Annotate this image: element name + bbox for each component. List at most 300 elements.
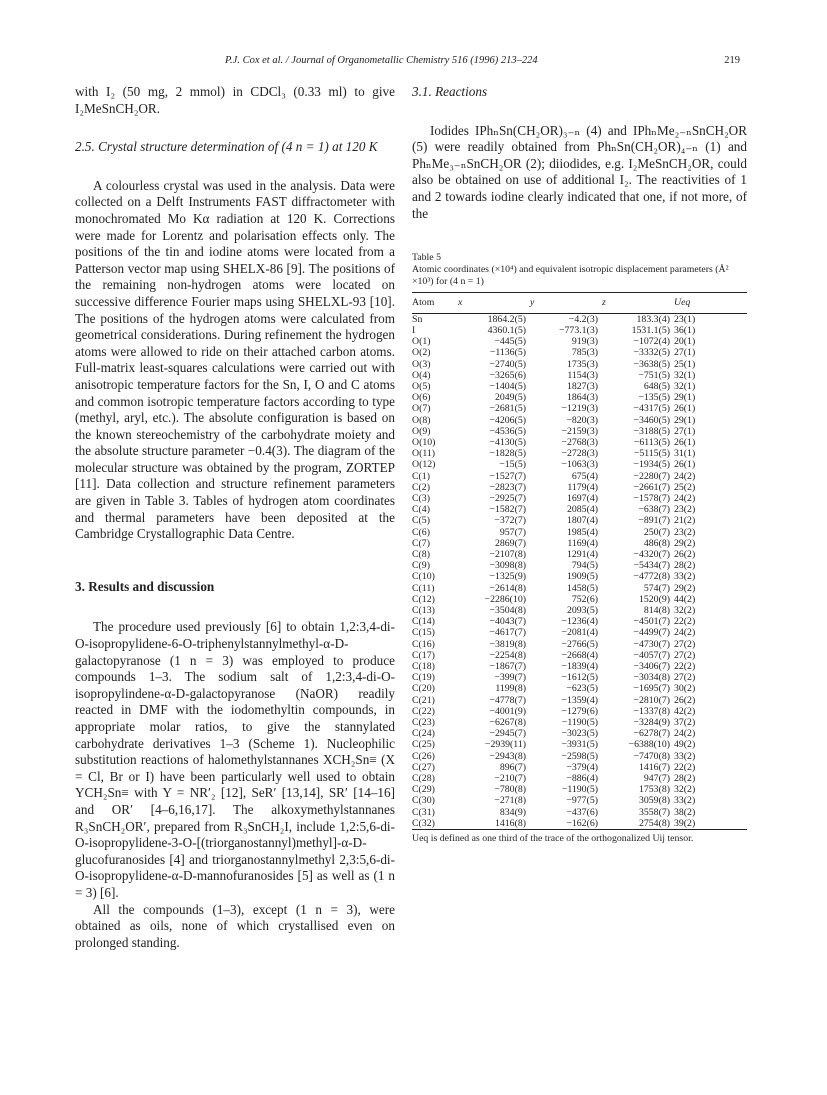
table-cell: 26(2) [674, 549, 696, 561]
table-cell: −1279(6) [561, 705, 598, 717]
table-cell: −6113(5) [633, 436, 670, 448]
table-body [412, 313, 747, 829]
table-cell: 29(1) [674, 414, 696, 426]
table-cell: −2768(3) [561, 436, 598, 448]
table-cell: 957(7) [499, 526, 526, 538]
table-cell: 1520(9) [638, 593, 670, 605]
table-cell: C(2) [412, 481, 430, 493]
table-row [412, 426, 747, 437]
table-cell: 22(2) [674, 616, 696, 628]
table-cell: −3023(5) [561, 728, 598, 740]
table-row [412, 313, 747, 325]
table-cell: O(1) [412, 336, 431, 348]
table-cell: −2939(11) [484, 739, 526, 751]
table-caption: Atomic coordinates (×10⁴) and equivalent isotropic displacement parameters (Å² ×10³) for (4 n = 1) [412, 264, 729, 288]
table-cell: 49(2) [674, 739, 696, 751]
table-cell: −2614(8) [489, 582, 526, 594]
table-cell: 675(4) [571, 470, 598, 482]
table-cell: −1695(7) [633, 683, 670, 695]
table-cell: 1735(3) [566, 358, 598, 370]
table-cell: C(28) [412, 773, 435, 785]
table-cell: −1828(5) [489, 448, 526, 460]
table-cell: −2740(5) [489, 358, 526, 370]
table-cell: −4317(5) [633, 403, 670, 415]
table-cell: C(21) [412, 694, 435, 706]
table-cell: −372(7) [494, 515, 526, 527]
table-cell: −3034(8) [633, 672, 670, 684]
table-cell: 21(2) [674, 515, 696, 527]
table-cell: O(2) [412, 347, 431, 359]
table-cell: 814(8) [643, 605, 670, 617]
table-row [412, 616, 747, 627]
table-row [412, 605, 747, 616]
table-cell: 24(2) [674, 470, 696, 482]
table-cell: 1291(4) [566, 549, 598, 561]
table-row [412, 471, 747, 482]
table-cell: C(23) [412, 717, 435, 729]
table-cell: 1416(7) [638, 761, 670, 773]
table-cell: −1359(4) [561, 694, 598, 706]
table-cell: −2823(7) [489, 481, 526, 493]
table-cell: −4772(8) [633, 571, 670, 583]
table-row [412, 818, 747, 830]
table-row [412, 706, 747, 717]
table-cell: 23(2) [674, 504, 696, 516]
table-row [412, 415, 747, 426]
table-cell: 37(2) [674, 717, 696, 729]
table-cell: 250(7) [643, 526, 670, 538]
table-cell: C(30) [412, 795, 435, 807]
table-cell: 2085(4) [566, 504, 598, 516]
table-cell: C(24) [412, 728, 435, 740]
table-cell: 919(3) [571, 336, 598, 348]
table-cell: C(16) [412, 638, 435, 650]
table-row [412, 762, 747, 773]
table-cell: C(9) [412, 560, 430, 572]
table-cell: −3406(7) [633, 661, 670, 673]
table-row [412, 515, 747, 526]
table-cell: 1179(4) [567, 481, 598, 493]
table-cell: 1169(4) [567, 537, 598, 549]
table-row [412, 683, 747, 694]
section-heading-3: 3. Results and discussion [75, 578, 215, 594]
table-row [412, 560, 747, 571]
table-cell: 22(2) [674, 661, 696, 673]
table-cell: −2598(5) [561, 750, 598, 762]
table-cell: −4.2(3) [568, 313, 598, 325]
table-cell: 2049(5) [494, 392, 526, 404]
table-row [412, 661, 747, 672]
table-cell: 28(2) [674, 773, 696, 785]
table-footnote: Ueq is defined as one third of the trace of the orthogonalized Uij tensor. [412, 833, 694, 845]
table-cell: 26(1) [674, 403, 696, 415]
column-header: Ueq [674, 293, 747, 314]
table-cell: −1063(3) [561, 459, 598, 471]
table-row [412, 784, 747, 795]
table-cell: 32(2) [674, 605, 696, 617]
table-cell: −2943(8) [489, 750, 526, 762]
table-cell: 29(2) [674, 537, 696, 549]
table-row [412, 751, 747, 762]
table-cell: 785(3) [571, 347, 598, 359]
table-cell: −3332(5) [633, 347, 670, 359]
table-cell: 27(1) [674, 347, 696, 359]
table-cell: 1531.1(5) [631, 324, 670, 336]
table-row [412, 359, 747, 370]
table-cell: 38(2) [674, 806, 696, 818]
table-cell: C(7) [412, 537, 430, 549]
table-cell: −2254(8) [489, 649, 526, 661]
paragraph-continuation: with I₂ (50 mg, 2 mmol) in CDCl₃ (0.33 ml) to give I₂MeSnCH₂OR. [75, 84, 395, 116]
table-row [412, 482, 747, 493]
table-cell: 31(1) [674, 448, 696, 460]
table-cell: −4617(7) [489, 627, 526, 639]
table-cell: −820(3) [566, 414, 598, 426]
table-cell: O(12) [412, 459, 436, 471]
table-cell: 23(1) [674, 313, 696, 325]
table-cell: C(20) [412, 683, 435, 695]
table-cell: −4057(7) [633, 649, 670, 661]
table-cell: −891(7) [638, 515, 670, 527]
running-header [75, 55, 740, 69]
table-cell: O(11) [412, 448, 436, 460]
table-cell: 834(9) [499, 806, 526, 818]
table-row [412, 381, 747, 392]
table-cell: −2280(7) [633, 470, 670, 482]
table-row [412, 336, 747, 347]
table-cell: −3188(5) [633, 425, 670, 437]
table-cell: C(6) [412, 526, 430, 538]
table-cell: −623(5) [566, 683, 598, 695]
column-header: Atom [412, 293, 458, 314]
paragraph-results: The procedure used previously [6] to obtain 1,2:3,4-di-O-isopropylidene-6-O-triphenylstannylmethyl-α-D-galactopyranose (1 n = 3) was employed to produce compounds 1–3. The sodium salt of 1,2:3,4-di-O-isopropylindene-α-D-galactopyranose (NaOR) readily reacted in DMF with the iodomethyltin compounds, in appropriate molar ratios, to give the stannylated carbohydrate derivatives 1–3 (Scheme 1). Nucleophilic substitution reactions of halomethylstannanes XCH₂Sn≡ (X = Cl, Br or I) have been particularly well used to obtain YCH₂Sn≡ with Y = NR′₂ [12], SeR′ [13,14], SR′ [14–16] and OR′ [4–6,16,17]. The alkoxymethylstannanes R₃SnCH₂OR′, prepared from R₃SnCH₂I, include 1,2:5,6-di-O-isopropylidene-3-O-[(triorganostannyl)methyl]-α-D-glucofuranosides [4] and triorganostannylmethyl 2,3:5,6-di-O-isopropylidene-α-D-mannofuranosides [5] as well as (1 n = 3) [6]. [75, 619, 395, 900]
table-cell: −3098(8) [489, 560, 526, 572]
table-cell: 32(1) [674, 369, 696, 381]
table-cell: C(14) [412, 616, 435, 628]
table-cell: 20(1) [674, 336, 696, 348]
table-cell: 24(2) [674, 627, 696, 639]
table-cell: C(11) [412, 582, 435, 594]
table-cell: −2925(7) [489, 493, 526, 504]
table-cell: −379(4) [566, 761, 598, 773]
table-cell: 1864(3) [566, 392, 598, 404]
table-cell: C(13) [412, 605, 435, 617]
table-cell: −751(5) [638, 369, 670, 381]
table-row [412, 325, 747, 336]
table-cell: −4320(7) [633, 549, 670, 561]
table-cell: 33(2) [674, 571, 696, 583]
subsection-heading-3-1: 3.1. Reactions [412, 84, 488, 99]
table-cell: 25(2) [674, 481, 696, 493]
left-column [75, 84, 395, 951]
table-cell: 26(1) [674, 436, 696, 448]
table-cell: −1867(7) [489, 661, 526, 673]
table-cell: −3284(9) [633, 717, 670, 729]
table-cell: −4130(5) [489, 436, 526, 448]
table-cell: −1578(7) [633, 493, 670, 504]
table-row [412, 549, 747, 560]
table-cell: 1864.2(5) [487, 313, 526, 325]
table-cell: −15(5) [499, 459, 526, 471]
table-cell: −2810(7) [633, 694, 670, 706]
table-row [412, 437, 747, 448]
table-cell: C(27) [412, 761, 435, 773]
table-cell: 39(2) [674, 818, 747, 830]
table-cell: O(7) [412, 403, 431, 415]
table-cell: 25(1) [674, 358, 696, 370]
table-row [412, 583, 747, 594]
table-cell: −2081(4) [561, 627, 598, 639]
table-row [412, 347, 747, 358]
table-cell: C(19) [412, 672, 435, 684]
table-cell: O(6) [412, 392, 431, 404]
journal-citation: P.J. Cox et al. / Journal of Organometallic Chemistry 516 (1996) 213–224 [225, 55, 538, 66]
table-cell: O(10) [412, 436, 436, 448]
table-cell: −4730(7) [633, 638, 670, 650]
table-cell: −977(5) [566, 795, 598, 807]
table-row [412, 739, 747, 750]
table-cell: 29(1) [674, 392, 696, 404]
table-cell: C(25) [412, 739, 435, 751]
table-cell: −2728(3) [561, 448, 598, 460]
table-cell: 1753(8) [638, 784, 670, 796]
table-cell: −162(6) [530, 818, 602, 830]
table-cell: −1190(5) [561, 717, 598, 729]
table-cell: 1416(8) [458, 818, 530, 830]
table-cell: C(5) [412, 515, 430, 527]
table-cell: 752(6) [571, 593, 598, 605]
table-cell: 1985(4) [566, 526, 598, 538]
paragraph-reactions: Iodides IPhₙSn(CH₂OR)₃₋ₙ (4) and IPhₙMe₂₋ₙSnCH₂OR (5) were readily obtained from PhₙSn(CH₂OR)₄₋ₙ (1) and PhₙMe₃₋ₙSnCH₂OR (2); diiodides, e.g. I₂MeSnCH₂OR, could also be obtained on use of additional I₂. The reactivities of 1 and 2 towards iodine clearly indicated that one, if not more, of the [412, 122, 747, 221]
table-cell: −1337(8) [633, 705, 670, 717]
table-row [412, 403, 747, 414]
table-cell: C(29) [412, 784, 435, 796]
table-cell: 3558(7) [638, 806, 670, 818]
table-cell: C(1) [412, 470, 430, 482]
table-cell: 28(2) [674, 560, 696, 572]
table-cell: O(9) [412, 425, 431, 437]
table-cell: 42(2) [674, 705, 696, 717]
table-cell: 26(1) [674, 459, 696, 471]
paragraph-crystal-structure: A colourless crystal was used in the analysis. Data were collected on a Delft Instruments FAST diffractometer with monochromated Mo Kα radiation at 120 K. Corrections were made for Lorentz and polarisation effects only. The positions of the tin and iodine atoms were located from a Patterson vector map using SHELX-86 [9]. The positions of the remaining non-hydrogen atoms were located on successive difference Fourier maps using SHELXL-93 [10]. The positions of the hydrogen atoms were calculated from geometrical considerations. During refinement the hydrogen atoms were allowed to ride on their attached carbon atoms. Full-matrix least-squares calculations were carried out with anisotropic temperature factors for the Sn, I, O and C atoms and common isotropic temperature factors according to type (methyl, aryl, etc.). The absolute configuration is based on the known stereochemistry of the carbohydrate moiety and the absolute structure parameter −0.4(3). The diagram of the molecular structure was obtained by the program, ZORTEP [11]. Data collection and structure refinement parameters are given in Table 3. Tables of hydrogen atom coordinates and thermal parameters have been deposited at the Cambridge Crystallographic Data Centre. [75, 177, 395, 542]
table-cell: 27(1) [674, 425, 696, 437]
table-cell: 183.3(4) [636, 313, 670, 325]
table-row [412, 392, 747, 403]
table-cell: 3059(8) [638, 795, 670, 807]
table-header-row [412, 293, 747, 314]
table-cell: −437(6) [566, 806, 598, 818]
right-column [412, 84, 747, 845]
table-cell: C(3) [412, 493, 430, 504]
table-cell: 1199(8) [495, 683, 526, 695]
table-row [412, 717, 747, 728]
table-cell: −1190(5) [561, 784, 598, 796]
table-cell: C(10) [412, 571, 435, 583]
table-cell: −1325(9) [489, 571, 526, 583]
table-cell: −780(8) [494, 784, 526, 796]
table-cell: 1807(4) [566, 515, 598, 527]
table-cell: C(8) [412, 549, 430, 561]
table-cell: 29(2) [674, 582, 696, 594]
table-row [412, 695, 747, 706]
table-cell: −5115(5) [633, 448, 670, 460]
table-cell: −3265(6) [489, 369, 526, 381]
table-cell: −1839(4) [561, 661, 598, 673]
table-cell: 1458(5) [566, 582, 598, 594]
table-cell: −210(7) [494, 773, 526, 785]
table-cell: −135(5) [638, 392, 670, 404]
table-row [412, 672, 747, 683]
table-cell: 27(2) [674, 638, 696, 650]
table-cell: −4206(5) [489, 414, 526, 426]
table-cell: −6267(8) [489, 717, 526, 729]
table-cell: −1219(3) [561, 403, 598, 415]
table-cell: 27(2) [674, 672, 696, 684]
table-cell: 30(2) [674, 683, 696, 695]
table-cell: −1404(5) [489, 380, 526, 392]
table-cell: −4778(7) [489, 694, 526, 706]
table-cell: 24(2) [674, 493, 696, 504]
table-cell: −2668(4) [561, 649, 598, 661]
table-cell: −3931(5) [561, 739, 598, 751]
table-cell: 1154(3) [567, 369, 598, 381]
table-cell: O(5) [412, 380, 431, 392]
table-cell: I [412, 324, 416, 336]
table-cell: 22(2) [674, 761, 696, 773]
table-cell: C(31) [412, 806, 435, 818]
table-cell: −638(7) [638, 504, 670, 516]
table-cell: 648(5) [643, 380, 670, 392]
table-cell: −6388(10) [628, 739, 670, 751]
table-cell: 896(7) [499, 761, 526, 773]
table-cell: −773.1(3) [559, 324, 598, 336]
table-row [412, 773, 747, 784]
table-row [412, 493, 747, 504]
table-cell: 1909(5) [566, 571, 598, 583]
table-cell: −4501(7) [633, 616, 670, 628]
table-row [412, 448, 747, 459]
table-cell: −2159(3) [561, 425, 598, 437]
table-cell: 947(7) [643, 773, 670, 785]
table-cell: Sn [412, 313, 423, 325]
table-cell: −886(4) [566, 773, 598, 785]
table-cell: −6278(7) [633, 728, 670, 740]
table-cell: −4001(9) [489, 705, 526, 717]
table-cell: 1827(3) [566, 380, 598, 392]
table-cell: −1136(5) [489, 347, 526, 359]
table-cell: C(17) [412, 649, 435, 661]
table-cell: 44(2) [674, 593, 696, 605]
table-row [412, 650, 747, 661]
table-cell: −7470(8) [633, 750, 670, 762]
table-cell: −4536(5) [489, 425, 526, 437]
table-cell: O(3) [412, 358, 431, 370]
table-label: Table 5 [412, 252, 441, 264]
table-row [412, 571, 747, 582]
table-cell: 1697(4) [566, 493, 598, 504]
table-cell: −5434(7) [633, 560, 670, 572]
table-cell: −1527(7) [489, 470, 526, 482]
table-row [412, 807, 747, 818]
table-cell: −2286(10) [484, 593, 526, 605]
table-cell: −1934(5) [633, 459, 670, 471]
column-header: z [602, 293, 674, 314]
table-cell: −2107(8) [489, 549, 526, 561]
table-cell: 33(2) [674, 750, 696, 762]
atomic-coordinates-table [412, 292, 747, 830]
table-cell: −1582(7) [489, 504, 526, 516]
table-cell: −1236(4) [561, 616, 598, 628]
column-header: x [458, 293, 530, 314]
table-cell: O(4) [412, 369, 431, 381]
table-row [412, 459, 747, 470]
table-row [412, 795, 747, 806]
table-cell: 4360.1(5) [487, 324, 526, 336]
table-cell: −2945(7) [489, 728, 526, 740]
table-cell: −271(8) [494, 795, 526, 807]
table-cell: 486(8) [643, 537, 670, 549]
table-cell: −2766(5) [561, 638, 598, 650]
table-row [412, 504, 747, 515]
table-cell: 24(2) [674, 728, 696, 740]
table-cell: −445(5) [494, 336, 526, 348]
table-cell: 32(2) [674, 784, 696, 796]
table-cell: −3460(5) [633, 414, 670, 426]
table-cell: −3819(8) [489, 638, 526, 650]
table-cell: 23(2) [674, 526, 696, 538]
table-row [412, 527, 747, 538]
table-cell: 794(5) [571, 560, 598, 572]
table-cell: −4043(7) [489, 616, 526, 628]
table-row [412, 728, 747, 739]
table-cell: −2681(5) [489, 403, 526, 415]
table-cell: 33(2) [674, 795, 696, 807]
table-cell: 2093(5) [566, 605, 598, 617]
table-cell: −2661(7) [633, 481, 670, 493]
table-row [412, 594, 747, 605]
table-cell: 26(2) [674, 694, 696, 706]
table-row [412, 639, 747, 650]
table-cell: −3504(8) [489, 605, 526, 617]
table-cell: −1612(5) [561, 672, 598, 684]
table-cell: C(22) [412, 705, 435, 717]
table-row [412, 627, 747, 638]
table-cell: C(18) [412, 661, 435, 673]
paragraph-compounds-oils: All the compounds (1–3), except (1 n = 3), were obtained as oils, none of which crystallised even on prolonged standing. [75, 901, 395, 950]
table-cell: 32(1) [674, 380, 696, 392]
table-cell: −1072(4) [633, 336, 670, 348]
table-row [412, 370, 747, 381]
table-cell: C(32) [412, 818, 458, 830]
column-header: y [530, 293, 602, 314]
table-cell: 36(1) [674, 324, 696, 336]
table-cell: O(8) [412, 414, 431, 426]
table-cell: 27(2) [674, 649, 696, 661]
table-row [412, 538, 747, 549]
table-cell: 2869(7) [494, 537, 526, 549]
table-cell: C(15) [412, 627, 435, 639]
subsection-heading-2-5: 2.5. Crystal structure determination of (4 n = 1) at 120 K [75, 139, 378, 155]
table-cell: C(12) [412, 593, 435, 605]
table-cell: −4499(7) [633, 627, 670, 639]
table-cell: −3638(5) [633, 358, 670, 370]
table-cell: C(26) [412, 750, 435, 762]
table-cell: C(4) [412, 504, 430, 516]
table-cell: 574(7) [643, 582, 670, 594]
table-cell: −399(7) [494, 672, 526, 684]
table-cell: 2754(8) [602, 818, 674, 830]
page-number: 219 [724, 55, 740, 66]
